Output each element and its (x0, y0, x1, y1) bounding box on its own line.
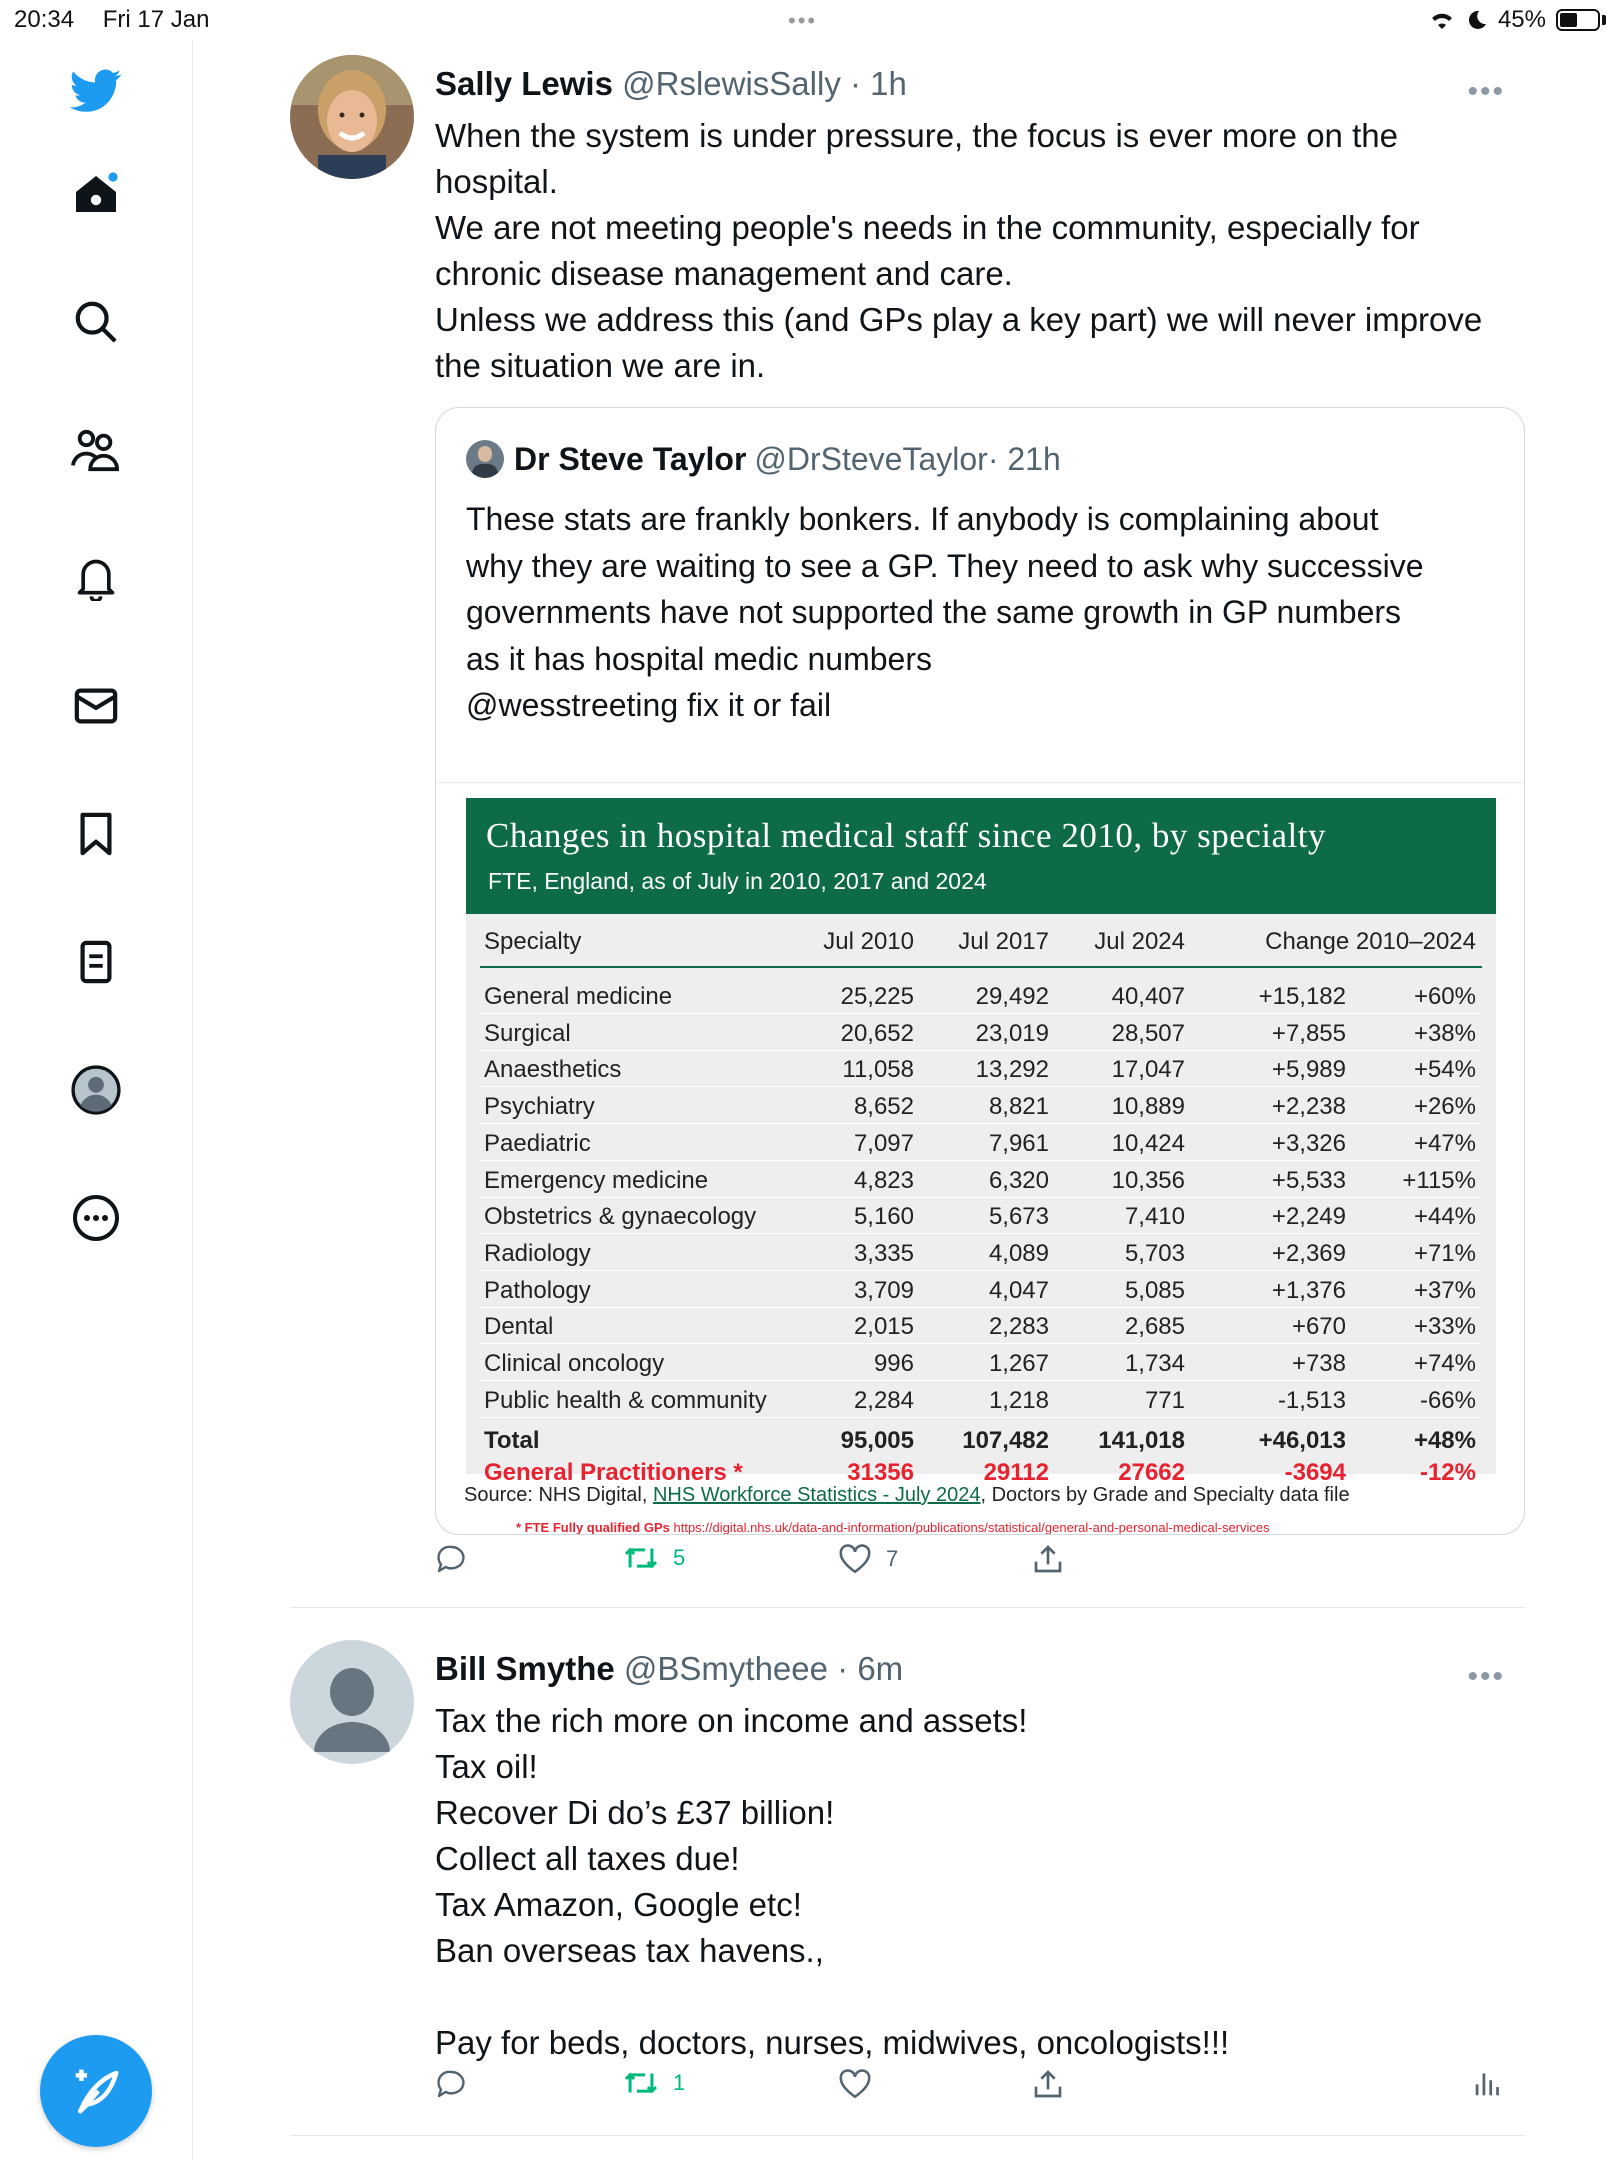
feather-plus-icon (69, 2064, 123, 2118)
moon-icon (1466, 9, 1488, 31)
table-cell: +2,238 (1271, 1093, 1346, 1121)
table-row (480, 1234, 1482, 1271)
table-cell: 5,085 (1124, 1276, 1185, 1304)
twitter-logo-icon[interactable] (70, 65, 122, 117)
reply-icon (435, 1543, 467, 1575)
table-cell: Pathology (484, 1276, 591, 1304)
source-prefix: Source: NHS Digital, (464, 1484, 653, 1506)
table-cell: 7,961 (988, 1129, 1049, 1157)
table-cell: +71% (1413, 1239, 1476, 1267)
status-time: 20:34 (14, 6, 75, 33)
mail-icon[interactable] (70, 680, 122, 732)
table-cell: Psychiatry (484, 1093, 595, 1121)
tweet-line: We are not meeting people's needs in the community, especially for (435, 209, 1420, 246)
tweet-line: Tax the rich more on income and assets! (435, 1702, 1028, 1739)
table-cell: 10,424 (1111, 1129, 1185, 1157)
table-cell: Total (484, 1427, 540, 1455)
table-cell: Dental (484, 1313, 554, 1341)
tweet-line: Tax Amazon, Google etc! (435, 1886, 802, 1923)
quote-author-handle: @DrSteveTaylor (754, 440, 988, 477)
tweet-time[interactable]: · 6m (837, 1650, 904, 1687)
retweet-count: 1 (673, 2070, 686, 2095)
footnote-url: https://digital.nhs.uk/data-and-information/publications/statistical/general-and-personal-medical-services (673, 1520, 1270, 1535)
table-cell: 4,089 (988, 1239, 1049, 1267)
table-cell: +74% (1413, 1350, 1476, 1377)
wifi-icon (1428, 9, 1456, 31)
table-cell: 40,407 (1111, 983, 1185, 1010)
table-cell: 29112 (983, 1459, 1049, 1487)
home-icon[interactable] (70, 168, 122, 220)
share-button[interactable] (1033, 2068, 1063, 2100)
tweet-text (435, 113, 1515, 389)
tweet-text (435, 1698, 1515, 2066)
source-suffix: , Doctors by Grade and Specialty data file (980, 1484, 1350, 1506)
tweet-line: hospital. (435, 163, 558, 200)
table-cell: +1,376 (1271, 1276, 1346, 1304)
retweet-button[interactable] (623, 2068, 685, 2098)
share-icon (1033, 1543, 1063, 1575)
table-cell: +7,855 (1271, 1019, 1346, 1047)
table-cell: 28,507 (1111, 1019, 1185, 1047)
heart-icon (838, 1543, 872, 1575)
tweet-header (435, 1650, 903, 1688)
quote-time: · 21h (987, 440, 1061, 477)
table-cell: 8,652 (853, 1093, 914, 1121)
header-rule (480, 966, 1482, 968)
table-image[interactable] (466, 798, 1496, 1535)
table-row (480, 1014, 1482, 1051)
table-cell: +44% (1413, 1203, 1476, 1231)
retweet-icon (623, 2068, 659, 2098)
quote-line: @wesstreeting fix it or fail (466, 687, 832, 723)
table-cell: -66% (1419, 1386, 1476, 1414)
table-cell: 2,284 (853, 1386, 914, 1414)
table-cell: +2,249 (1271, 1203, 1346, 1231)
table-cell: +48% (1413, 1427, 1476, 1455)
quote-line: why they are waiting to see a GP. They need to ask why successive (466, 547, 1424, 584)
table-cell: 13,292 (975, 1056, 1049, 1084)
table-cell: 2,283 (988, 1313, 1049, 1341)
bell-icon[interactable] (70, 552, 122, 604)
tweet-header (435, 65, 907, 103)
avatar[interactable] (290, 55, 414, 179)
table-cell: 6,320 (988, 1166, 1049, 1194)
table-cell: 4,823 (853, 1166, 914, 1194)
table-cell: Surgical (484, 1019, 571, 1047)
author-name[interactable]: Bill Smythe (435, 1650, 615, 1687)
table-cell: 5,703 (1124, 1239, 1185, 1267)
table-row (480, 1271, 1482, 1308)
table-cell: +38% (1413, 1019, 1476, 1047)
column-header: Jul 2010 (823, 928, 914, 955)
table-cell: 20,652 (840, 1019, 914, 1047)
retweet-count: 5 (673, 1545, 686, 1570)
column-header: Specialty (484, 928, 582, 955)
table-cell: Emergency medicine (484, 1166, 709, 1194)
tweet-time[interactable]: · 1h (850, 65, 907, 102)
like-count: 7 (886, 1546, 899, 1571)
table-cell: 95,005 (840, 1427, 914, 1455)
quote-header (466, 440, 1061, 478)
table-cell: 5,673 (988, 1203, 1049, 1231)
table-source (464, 1484, 1350, 1507)
column-header: Jul 2017 (958, 928, 1049, 955)
table-cell: 29,492 (975, 983, 1049, 1010)
list-icon[interactable] (70, 936, 122, 988)
table-row (480, 1050, 1482, 1087)
table-cell: 4,047 (988, 1276, 1049, 1304)
reply-icon (435, 2068, 467, 2100)
quote-line: These stats are frankly bonkers. If anybody is complaining about (466, 501, 1379, 537)
table-cell: 1,218 (988, 1386, 1049, 1414)
table-cell: +15,182 (1258, 983, 1346, 1010)
table-row (480, 1197, 1482, 1234)
table-cell: +26% (1413, 1093, 1476, 1121)
table-row (480, 1344, 1482, 1381)
analytics-icon (1473, 2068, 1503, 2098)
table-cell: 1,267 (988, 1350, 1049, 1377)
table-cell: General medicine (484, 983, 673, 1010)
author-handle[interactable]: @RslewisSally (622, 65, 841, 102)
table-row (480, 1307, 1482, 1344)
reply-button[interactable] (435, 2068, 467, 2100)
quote-author-name: Dr Steve Taylor (514, 440, 747, 477)
table-cell: +115% (1402, 1166, 1476, 1194)
table-cell: 996 (873, 1350, 914, 1377)
table-row (480, 1161, 1482, 1198)
table-row (480, 1087, 1482, 1124)
table-subtitle: FTE, England, as of July in 2010, 2017 and 2024 (488, 868, 987, 894)
table-row (480, 977, 1482, 1014)
table-cell: 11,058 (842, 1056, 914, 1084)
table-footnote (516, 1520, 1270, 1535)
table-column-headers (480, 922, 1482, 959)
tweet-line (435, 1974, 1515, 2020)
table-cell: +670 (1291, 1313, 1346, 1341)
tweet-line: the situation we are in. (435, 347, 766, 384)
author-name[interactable]: Sally Lewis (435, 65, 613, 102)
author-handle[interactable]: @BSmytheee (623, 1650, 828, 1687)
tweet-line: chronic disease management and care. (435, 255, 1013, 292)
quote-divider (436, 782, 1524, 783)
table-cell: Public health & community (484, 1386, 767, 1414)
sidebar (0, 40, 193, 2160)
table-cell: 141,018 (1098, 1427, 1185, 1455)
multitasking-dots-icon[interactable]: ••• (788, 8, 818, 33)
quote-line: governments have not supported the same growth in GP numbers (466, 594, 1402, 630)
table-cell: +5,533 (1271, 1166, 1346, 1194)
retweet-button[interactable] (623, 1543, 685, 1573)
tweet-line: Collect all taxes due! (435, 1840, 740, 1877)
column-header: Change 2010–2024 (1265, 928, 1476, 955)
table-cell: 3,709 (853, 1276, 914, 1304)
battery-tip (1602, 15, 1606, 25)
table-cell: 10,889 (1111, 1093, 1185, 1121)
footnote-label: * FTE Fully qualified GPs (516, 1520, 670, 1535)
tweet-line: Tax oil! (435, 1748, 538, 1785)
more-options-icon[interactable]: ••• (1467, 1660, 1505, 1693)
table-cell: 25,225 (840, 983, 914, 1010)
table-cell: 2,685 (1124, 1313, 1185, 1341)
table-cell: 1,734 (1124, 1350, 1185, 1377)
tweet-line: Pay for beds, doctors, nurses, midwives, oncologists!!! (435, 2024, 1230, 2061)
retweet-icon (623, 1543, 659, 1573)
table-cell: +60% (1413, 983, 1476, 1010)
quote-line: as it has hospital medic numbers (466, 640, 932, 677)
table-body (466, 914, 1496, 1487)
table-cell: 17,047 (1111, 1056, 1185, 1084)
table-cell: 7,097 (853, 1129, 914, 1157)
tweet-line: Unless we address this (and GPs play a key part) we will never improve (435, 301, 1483, 338)
tweet-actions (435, 1543, 1525, 1583)
table-row (480, 1124, 1482, 1161)
table-cell: 10,356 (1111, 1166, 1185, 1194)
tweet-separator (290, 1607, 1525, 1608)
table-cell: 771 (1144, 1386, 1185, 1414)
share-icon (1033, 2068, 1063, 2100)
more-options-icon[interactable]: ••• (1467, 75, 1505, 108)
quoted-tweet[interactable] (435, 407, 1525, 1535)
table-cell: +5,989 (1271, 1056, 1346, 1084)
table-cell: -12% (1419, 1459, 1476, 1487)
reply-button[interactable] (435, 1543, 467, 1575)
profile-icon[interactable] (70, 1064, 122, 1116)
column-header: Jul 2024 (1094, 928, 1185, 955)
compose-tweet-button[interactable] (40, 2035, 152, 2147)
status-date: Fri 17 Jan (102, 6, 210, 33)
table-cell: General Practitioners * (484, 1459, 743, 1487)
quote-avatar (466, 440, 504, 478)
quote-text (466, 496, 1506, 729)
table-header-band (466, 798, 1496, 914)
table-cell: 23,019 (975, 1019, 1049, 1047)
status-bar (0, 0, 1620, 40)
table-cell: 31356 (847, 1459, 914, 1487)
tweet-line: Recover Di do’s £37 billion! (435, 1794, 835, 1831)
search-icon[interactable] (70, 296, 122, 348)
share-button[interactable] (1033, 1543, 1063, 1575)
table-cell: -3694 (1284, 1459, 1346, 1487)
more-icon[interactable] (70, 1192, 122, 1244)
table-cell: +3,326 (1271, 1129, 1346, 1157)
table-title: Changes in hospital medical staff since 2010, by specialty (486, 816, 1326, 855)
table-cell: Anaesthetics (484, 1056, 622, 1084)
table-cell: Obstetrics & gynaecology (484, 1203, 757, 1231)
table-cell: 27662 (1118, 1459, 1185, 1487)
table-cell: 2,015 (853, 1313, 914, 1341)
table-cell: Paediatric (484, 1129, 591, 1157)
table-cell: +47% (1413, 1129, 1476, 1157)
battery-icon (1556, 9, 1600, 31)
like-button[interactable] (838, 1543, 898, 1575)
tweet-line: Ban overseas tax havens., (435, 1932, 824, 1969)
table-cell: +46,013 (1258, 1427, 1346, 1455)
table-cell: 5,160 (853, 1203, 914, 1231)
table-cell: 107,482 (962, 1427, 1049, 1455)
bookmark-icon[interactable] (70, 808, 122, 860)
table-cell: +37% (1413, 1276, 1476, 1304)
source-link: NHS Workforce Statistics - July 2024 (652, 1484, 981, 1506)
tweet-bill-smythe[interactable] (290, 1640, 1525, 2130)
table-cell: +54% (1413, 1056, 1476, 1084)
tweet-actions (435, 2068, 1525, 2108)
table-cell: Clinical oncology (484, 1350, 665, 1377)
table-cell: 8,821 (988, 1093, 1049, 1121)
table-cell: +33% (1413, 1313, 1476, 1341)
heart-icon (838, 2068, 872, 2100)
avatar[interactable] (290, 1640, 414, 1764)
tweet-sally-lewis[interactable] (290, 55, 1525, 1600)
analytics-button[interactable] (1473, 2068, 1503, 2098)
table-cell: 3,335 (853, 1239, 914, 1267)
like-button[interactable] (838, 2068, 872, 2100)
tweet-separator (290, 2135, 1525, 2136)
communities-icon[interactable] (70, 424, 122, 476)
table-row (480, 1381, 1482, 1418)
table-cell: Radiology (484, 1239, 591, 1267)
table-cell: 7,410 (1124, 1203, 1185, 1231)
table-cell: +738 (1291, 1350, 1346, 1377)
table-cell: -1,513 (1277, 1386, 1346, 1414)
battery-percent: 45% (1497, 6, 1546, 33)
tweet-line: When the system is under pressure, the focus is ever more on the (435, 117, 1398, 154)
table-cell: +2,369 (1271, 1239, 1346, 1267)
